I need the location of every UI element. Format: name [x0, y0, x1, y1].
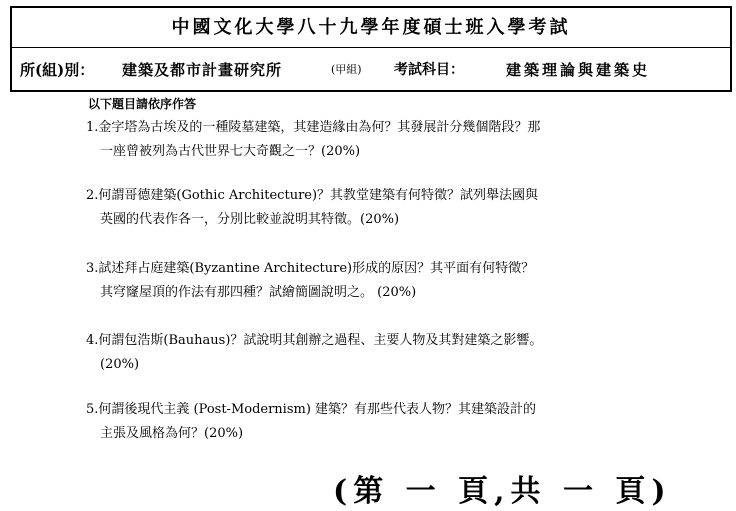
question-2-line-1: 2.何謂哥德建築(Gothic Architecture)？其教堂建築有何特徵？試列舉法國與	[86, 188, 539, 203]
page-number: (第 一 頁,共 一 頁)	[333, 474, 672, 509]
question-1	[86, 116, 686, 164]
question-3	[86, 257, 686, 305]
question-2	[86, 184, 686, 232]
exam-info-row	[12, 48, 730, 92]
question-1-line-2: 一座曾被列為古代世界七大奇觀之一？(20%)	[100, 144, 361, 159]
subject-label: 考試科目：	[394, 62, 464, 78]
question-5-line-2: 主張及風格為何？(20%)	[100, 426, 244, 441]
question-2-line-2: 英國的代表作各一，分別比較並說明其特徵。(20%)	[100, 212, 400, 227]
exam-header	[10, 6, 732, 92]
subject-name: 建築理論與建築史	[506, 61, 651, 79]
dept-name: 建築及都市計畫研究所	[122, 61, 283, 79]
dept-group: (甲組)	[331, 63, 362, 76]
instructions: 以下題目請依序作答	[88, 97, 197, 111]
question-1-line-1: 1.金字塔為古埃及的一種陵墓建築，其建造緣由為何？其發展計分幾個階段？那	[86, 120, 541, 135]
question-4	[86, 329, 686, 377]
question-5-line-1: 5.何謂後現代主義 (Post-Modernism) 建築？有那些代表人物？其建築設計的	[86, 402, 537, 417]
question-5	[86, 398, 686, 446]
dept-label: 所(組)別：	[20, 61, 95, 79]
question-3-line-2: 其穹窿屋頂的作法有那四種？試繪簡圖說明之。 (20%)	[100, 285, 417, 300]
question-3-line-1: 3.試述拜占庭建築(Byzantine Architecture)形成的原因？其平面有何特徵？	[86, 261, 535, 276]
exam-title: 中國文化大學八十九學年度碩士班入學考試	[12, 8, 730, 48]
question-4-line-2: (20%)	[100, 357, 140, 372]
question-4-line-1: 4.何謂包浩斯(Bauhaus)？試說明其創辦之過程、主要人物及其對建築之影響。	[86, 333, 543, 348]
